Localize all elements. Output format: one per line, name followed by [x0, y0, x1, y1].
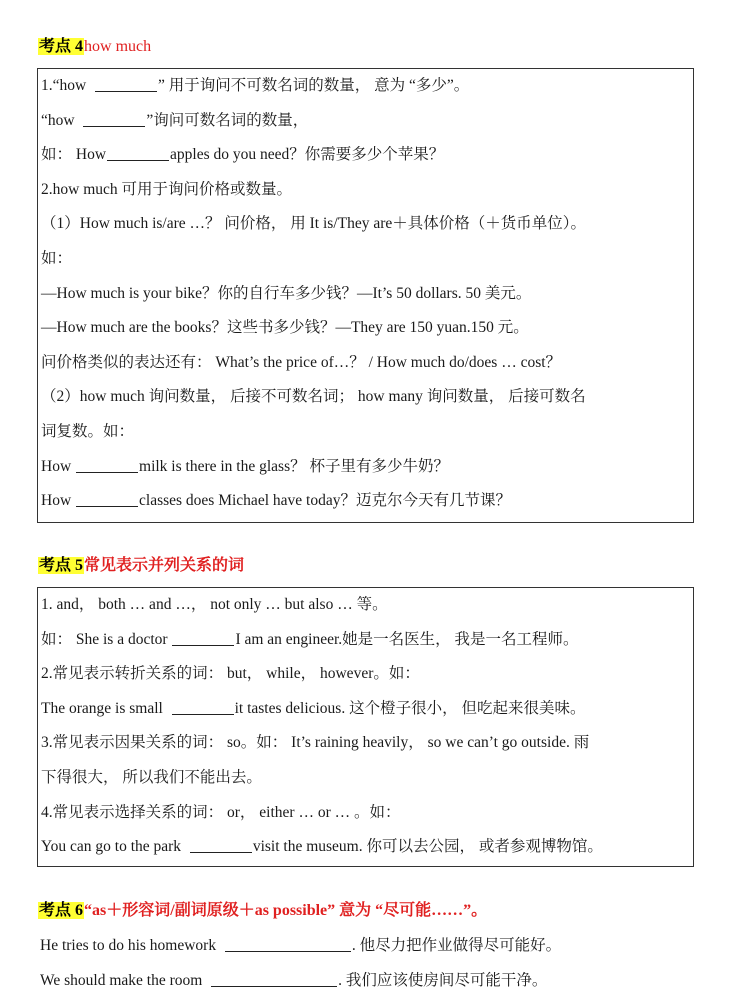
section4-tag: 考点 4 [39, 38, 84, 55]
s5-line-8: You can go to the park visit the museum. 你可以去公园， 或者参观博物馆。 [41, 830, 690, 865]
s4-line-7: —How much is your bike？你的自行车多少钱？—It’s 50 dollars. 50 美元。 [41, 284, 532, 302]
s5-line-6: 下得很大， 所以我们不能出去。 [41, 768, 262, 786]
s4-line-11: 词复数。如： [41, 422, 135, 440]
s4-line-1: 1.“how ” 用于询问不可数名词的数量， 意为 “多少”。 [41, 69, 690, 104]
answer-blank[interactable] [107, 142, 169, 161]
section5-heading [38, 555, 244, 577]
s4-line-8: —How much are the books？这些书多少钱？—They are 150 yuan.150 元。 [41, 319, 529, 337]
s4-line-10: （2）how much 询问数量， 后接不可数名词； how many 询问数量， 后接可数名 [41, 388, 586, 406]
answer-blank[interactable] [76, 454, 138, 473]
s5-line-3: 2.常见表示转折关系的词： but， while， however。如： [41, 665, 420, 683]
s4-line-2: “how ”询问可数名词的数量， [41, 104, 690, 139]
s5-line-2: 如： She is a doctor I am an engineer.她是一名医生， 我是一名工程师。 [41, 623, 690, 658]
section6-tag: 考点 6 [39, 902, 84, 919]
s6-line-2: We should make the room . 我们应该使房间尽可能干净。 [40, 968, 547, 992]
s4-line-9: 问价格类似的表达还有： What’s the price of…？ / How much do/does … cost？ [41, 353, 562, 371]
section6-title: “as＋形容词/副词原级＋as possible” 意为 “尽可能……”。 [84, 902, 488, 919]
section4-title: how much [84, 38, 152, 55]
answer-blank[interactable] [172, 696, 234, 715]
answer-blank[interactable] [83, 108, 145, 127]
s4-line-3: 如： How apples do you need？你需要多少个苹果？ [41, 138, 690, 173]
s5-line-4: The orange is small it tastes delicious. 这个橙子很小， 但吃起来很美味。 [41, 692, 690, 727]
s4-line-4: 2.how much 可用于询问价格或数量。 [41, 180, 293, 198]
s5-line-1: 1. and， both … and …， not only … but also … 等。 [41, 596, 388, 613]
section6-heading [38, 900, 487, 922]
answer-blank[interactable] [225, 933, 351, 952]
s5-line-7: 4.常见表示选择关系的词： or， either … or … 。如： [41, 803, 401, 821]
section5-box [37, 587, 694, 867]
s6-line-1: He tries to do his homework . 他尽力把作业做得尽可能好。 [40, 933, 561, 957]
answer-blank[interactable] [172, 627, 234, 646]
answer-blank[interactable] [211, 968, 337, 987]
s4-line-13: How classes does Michael have today？迈克尔今天有几节课？ [41, 484, 690, 519]
s4-line-5: （1）How much is/are …？ 问价格， 用 It is/They are＋具体价格（＋货币单位）。 [41, 215, 587, 233]
answer-blank[interactable] [95, 73, 157, 92]
section5-title: 常见表示并列关系的词 [84, 557, 245, 574]
section4-box [37, 68, 694, 523]
section5-tag: 考点 5 [39, 557, 84, 574]
answer-blank[interactable] [190, 834, 252, 853]
section4-heading [38, 36, 151, 58]
s5-line-5: 3.常见表示因果关系的词： so。如： It’s raining heavily， so we can’t go outside. 雨 [41, 734, 590, 752]
s4-line-12: How milk is there in the glass？ 杯子里有多少牛奶？ [41, 450, 690, 485]
answer-blank[interactable] [76, 488, 138, 507]
s4-line-6: 如： [41, 249, 73, 267]
